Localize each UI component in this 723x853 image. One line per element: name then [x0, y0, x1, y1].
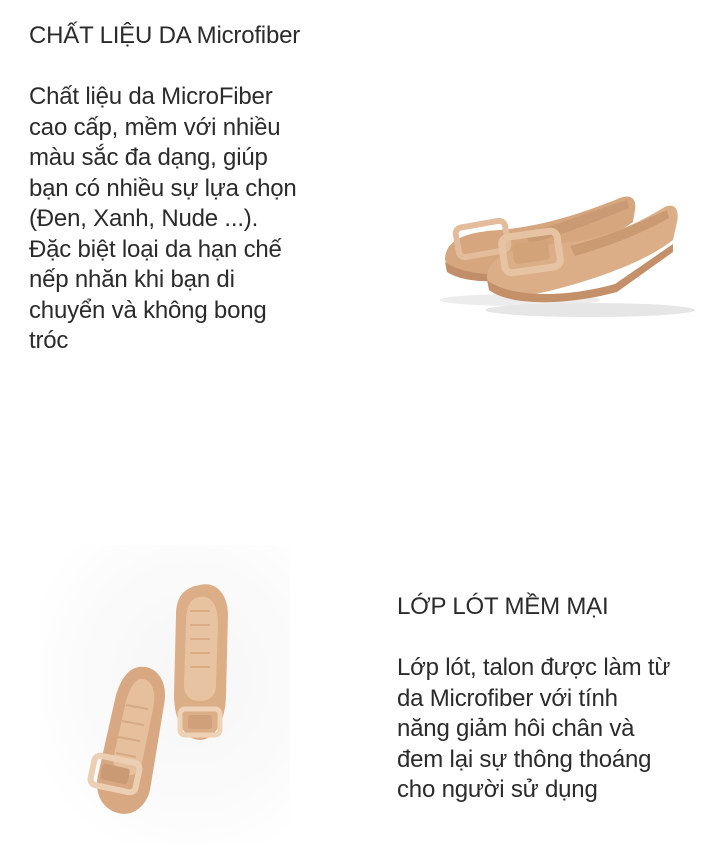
lining-line: da Microfiber với tính — [397, 684, 618, 712]
upper-shoe-shape — [174, 584, 228, 740]
material-line: (Đen, Xanh, Nude ...). — [29, 205, 259, 232]
material-line: chuyển và không bong — [29, 296, 267, 324]
lining-line: đem lại sự thông thoáng — [397, 745, 652, 773]
material-section — [29, 21, 329, 357]
ballet-flats-top-view-image — [40, 545, 290, 845]
material-description — [29, 82, 321, 357]
material-heading: CHẤT LIỆU DA Microfiber — [29, 22, 301, 49]
material-line: bạn có nhiều sự lựa chọn — [29, 174, 297, 202]
material-line: cao cấp, mềm với nhiều — [29, 113, 281, 141]
material-line: Chất liệu da MicroFiber — [29, 83, 273, 110]
lining-line: Lớp lót, talon được làm từ — [397, 654, 671, 681]
lower-shoe-shape — [89, 667, 165, 814]
material-line: Đặc biệt loại da hạn chế — [29, 235, 282, 263]
lining-line: năng giảm hôi chân và — [397, 715, 635, 742]
material-line: tróc — [29, 327, 69, 354]
lining-section — [397, 592, 702, 806]
lining-heading: LỚP LÓT MỀM MẠI — [397, 593, 609, 620]
material-line: nếp nhăn khi bạn di — [29, 266, 235, 293]
lining-line: cho người sử dụng — [397, 776, 598, 803]
lining-description — [397, 653, 697, 806]
ballet-flats-side-view-image — [405, 160, 695, 340]
material-line: màu sắc đa dạng, giúp — [29, 144, 268, 171]
